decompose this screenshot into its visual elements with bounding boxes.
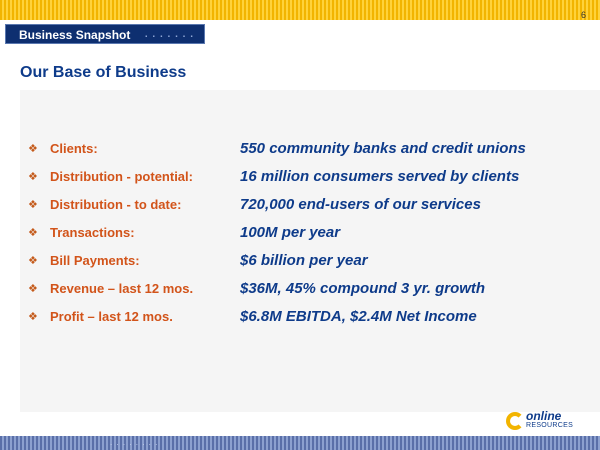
logo-subtext: RESOURCES xyxy=(526,422,574,429)
section-tab-label: Business Snapshot xyxy=(19,28,131,42)
list-item xyxy=(28,190,598,218)
fact-label: Distribution - to date: xyxy=(50,196,182,212)
list-item xyxy=(28,218,598,246)
tab-dots-decoration: . . . . . . . xyxy=(144,29,194,40)
fact-label: Profit – last 12 mos. xyxy=(50,308,173,324)
company-logo xyxy=(506,410,596,436)
logo-swirl-icon xyxy=(506,412,524,430)
fact-label: Transactions: xyxy=(50,224,135,240)
fact-label: Revenue – last 12 mos. xyxy=(50,280,194,296)
section-tab xyxy=(5,24,205,44)
fact-label: Clients: xyxy=(50,140,98,156)
fact-value: 550 community banks and credit unions xyxy=(240,139,526,157)
footer-dots-decoration: . . . . . . . . xyxy=(110,438,159,447)
diamond-bullet-icon: ❖ xyxy=(28,310,38,323)
diamond-bullet-icon: ❖ xyxy=(28,170,38,183)
fact-value: 16 million consumers served by clients xyxy=(240,167,520,185)
list-item xyxy=(28,134,598,162)
fact-label: Distribution - potential: xyxy=(50,168,193,184)
fact-list xyxy=(28,134,598,330)
list-item xyxy=(28,246,598,274)
fact-value: $6 billion per year xyxy=(240,251,368,269)
diamond-bullet-icon: ❖ xyxy=(28,254,38,267)
diamond-bullet-icon: ❖ xyxy=(28,142,38,155)
fact-value: $36M, 45% compound 3 yr. growth xyxy=(240,279,486,297)
list-item xyxy=(28,274,598,302)
list-item xyxy=(28,302,598,330)
diamond-bullet-icon: ❖ xyxy=(28,198,38,211)
page-title: Our Base of Business xyxy=(20,64,187,81)
fact-value: 100M per year xyxy=(240,223,341,241)
bottom-decorative-band xyxy=(0,436,600,450)
diamond-bullet-icon: ❖ xyxy=(28,226,38,239)
fact-value: 720,000 end-users of our services xyxy=(240,195,481,213)
fact-value: $6.8M EBITDA, $2.4M Net Income xyxy=(240,307,477,325)
logo-wordmark: online xyxy=(526,409,562,423)
top-decorative-band xyxy=(0,0,600,20)
fact-label: Bill Payments: xyxy=(50,252,140,268)
diamond-bullet-icon: ❖ xyxy=(28,282,38,295)
page-number: 6 xyxy=(580,10,586,20)
list-item xyxy=(28,162,598,190)
